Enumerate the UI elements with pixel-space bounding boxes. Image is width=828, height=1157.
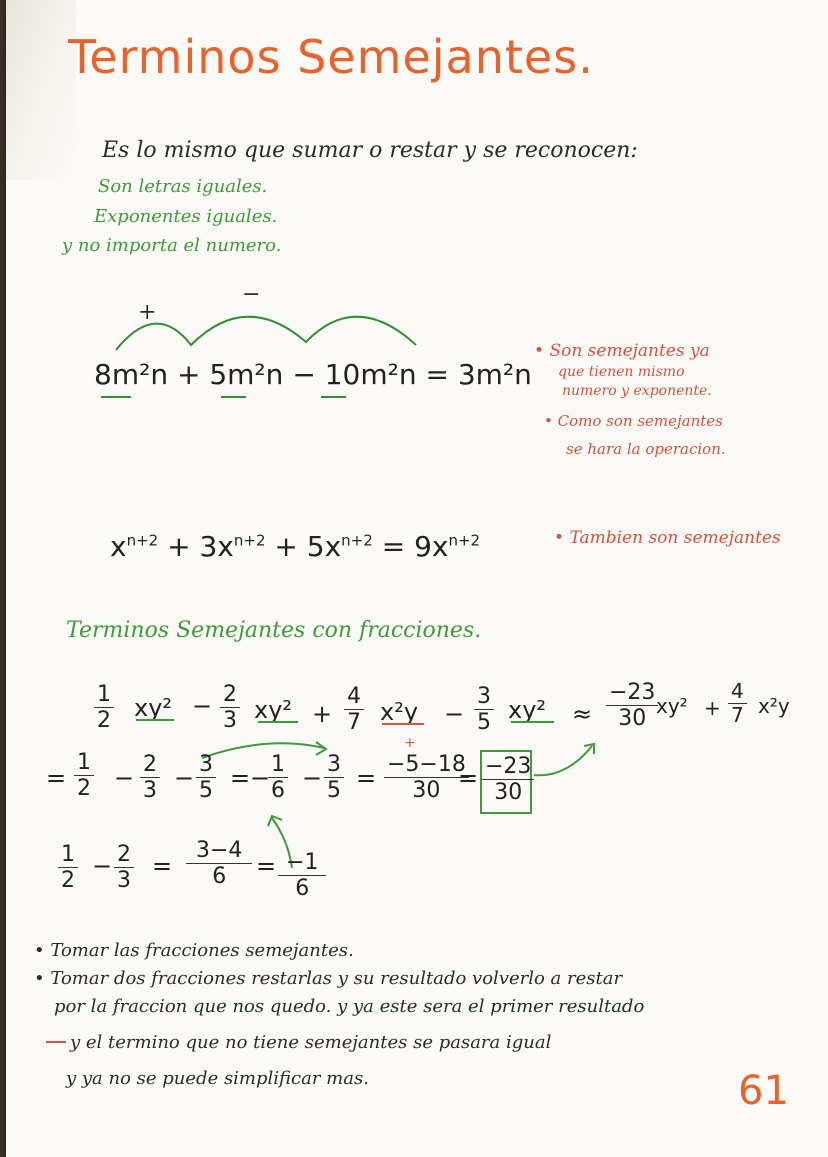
- calc1-equals: =: [46, 764, 67, 792]
- op-plus: +: [704, 696, 721, 720]
- calc2-equals: =: [152, 852, 173, 880]
- notebook-page: [6, 0, 828, 1157]
- step-3: y el termino que no tiene semejantes se pasara igual: [70, 1032, 552, 1053]
- exponent: n+2: [126, 531, 159, 550]
- calc1-frac-neg23-30: $\frac{-23}{30}$: [482, 754, 534, 806]
- var-xy2: xy²: [508, 696, 547, 724]
- calc2-frac-3-4-6: $\frac{3-4}{6}$: [186, 838, 252, 890]
- exponent: n+2: [233, 531, 266, 550]
- var-xy2: xy²: [656, 694, 688, 718]
- op-plus: +: [167, 530, 191, 563]
- equals-sign: =: [381, 530, 406, 563]
- note-2: • Tambien son semejantes: [554, 528, 781, 548]
- calc1-minus: −: [174, 764, 195, 792]
- intro-text: Es lo mismo que sumar o restar y se reconocen:: [102, 138, 638, 163]
- calc1-equals: =: [356, 764, 377, 792]
- calc1-minus: −: [114, 764, 135, 792]
- term-8m2n: 8m²n: [94, 358, 169, 391]
- calc1-frac-3-5: $\frac{3}{5}$: [196, 752, 216, 804]
- fraction-4-7: $\frac{4}{7}$: [728, 680, 747, 727]
- term-5m2n: 5m²n: [209, 358, 284, 391]
- fraction-4-7: $\frac{4}{7}$: [344, 684, 364, 736]
- op-minus: −: [444, 700, 465, 728]
- calc2-equals: =: [256, 852, 277, 880]
- calc2-minus: −: [92, 852, 113, 880]
- step-3-cont: y ya no se puede simplificar mas.: [66, 1068, 369, 1089]
- note-1-line-3: numero y exponente.: [562, 383, 712, 399]
- fraction-1-2: $\frac{1}{2}$: [94, 682, 114, 734]
- rule-2: Exponentes iguales.: [94, 206, 278, 227]
- result-3m2n: 3m²n: [457, 358, 532, 391]
- op-minus: −: [192, 692, 213, 720]
- calc1-equals: =: [458, 764, 479, 792]
- var-x2y: x²y: [380, 698, 419, 726]
- var-x2y: x²y: [758, 694, 790, 718]
- approx-sign: ≈: [572, 700, 593, 728]
- note-1-line-4: • Como son semejantes: [544, 412, 723, 430]
- term-5x: 5x: [306, 530, 342, 563]
- step-2: • Tomar dos fracciones restarlas y su resultado volverlo a restar: [34, 968, 623, 989]
- page-number: 61: [738, 1068, 789, 1114]
- calc2-frac-neg1-6: $\frac{-1}{6}$: [278, 850, 326, 902]
- plus-sign: +: [138, 300, 157, 325]
- calc2-frac-1-2: $\frac{1}{2}$: [58, 842, 78, 894]
- fraction-2-3: $\frac{2}{3}$: [220, 682, 240, 734]
- calc1-tiny-plus: +: [404, 735, 416, 751]
- term-3x: 3x: [199, 530, 234, 563]
- note-1-line-2: que tienen mismo: [558, 364, 685, 380]
- exponent: n+2: [448, 531, 481, 550]
- rule-3: y no importa el numero.: [62, 235, 282, 256]
- op-plus: +: [274, 530, 298, 563]
- equals-sign: =: [425, 358, 449, 391]
- page-title: Terminos Semejantes.: [68, 30, 594, 84]
- op-plus: +: [176, 358, 201, 391]
- term-x: x: [110, 530, 127, 563]
- calc1-minus: −: [302, 764, 323, 792]
- step-1: • Tomar las fracciones semejantes.: [34, 940, 354, 961]
- calc1-frac-neg5-18: $\frac{-5-18}{30}$: [384, 752, 469, 804]
- op-minus: −: [292, 358, 316, 391]
- op-plus: +: [312, 700, 333, 728]
- result-9x: 9x: [414, 530, 449, 563]
- fraction-neg23-30: $\frac{-23}{30}$: [606, 680, 658, 732]
- var-xy2: xy²: [254, 696, 293, 724]
- note-1-line-5: se hara la operacion.: [566, 440, 726, 458]
- var-xy2: xy²: [134, 694, 173, 722]
- minus-sign: −: [242, 282, 261, 307]
- fraction-3-5: $\frac{3}{5}$: [474, 684, 494, 736]
- calc2-frac-2-3: $\frac{2}{3}$: [114, 842, 134, 894]
- exponent: n+2: [341, 531, 373, 550]
- step-2-cont: por la fraccion que nos quedo. y ya este sera el primer resultado: [54, 996, 645, 1017]
- term-10m2n: 10m²n: [324, 358, 417, 391]
- calc1-frac-1-6: $\frac{1}{6}$: [268, 752, 288, 804]
- calc1-equals: =: [230, 764, 251, 792]
- subtitle: Terminos Semejantes con fracciones.: [66, 618, 482, 643]
- rule-1: Son letras iguales.: [98, 176, 268, 197]
- calc1-frac-1-2: $\frac{1}{2}$: [74, 750, 94, 802]
- note-1-line-1: • Son semejantes ya: [534, 341, 710, 361]
- calc1-frac-3-5: $\frac{3}{5}$: [324, 752, 344, 804]
- calc1-frac-2-3: $\frac{2}{3}$: [140, 752, 160, 804]
- calc1-neg: −: [250, 764, 271, 792]
